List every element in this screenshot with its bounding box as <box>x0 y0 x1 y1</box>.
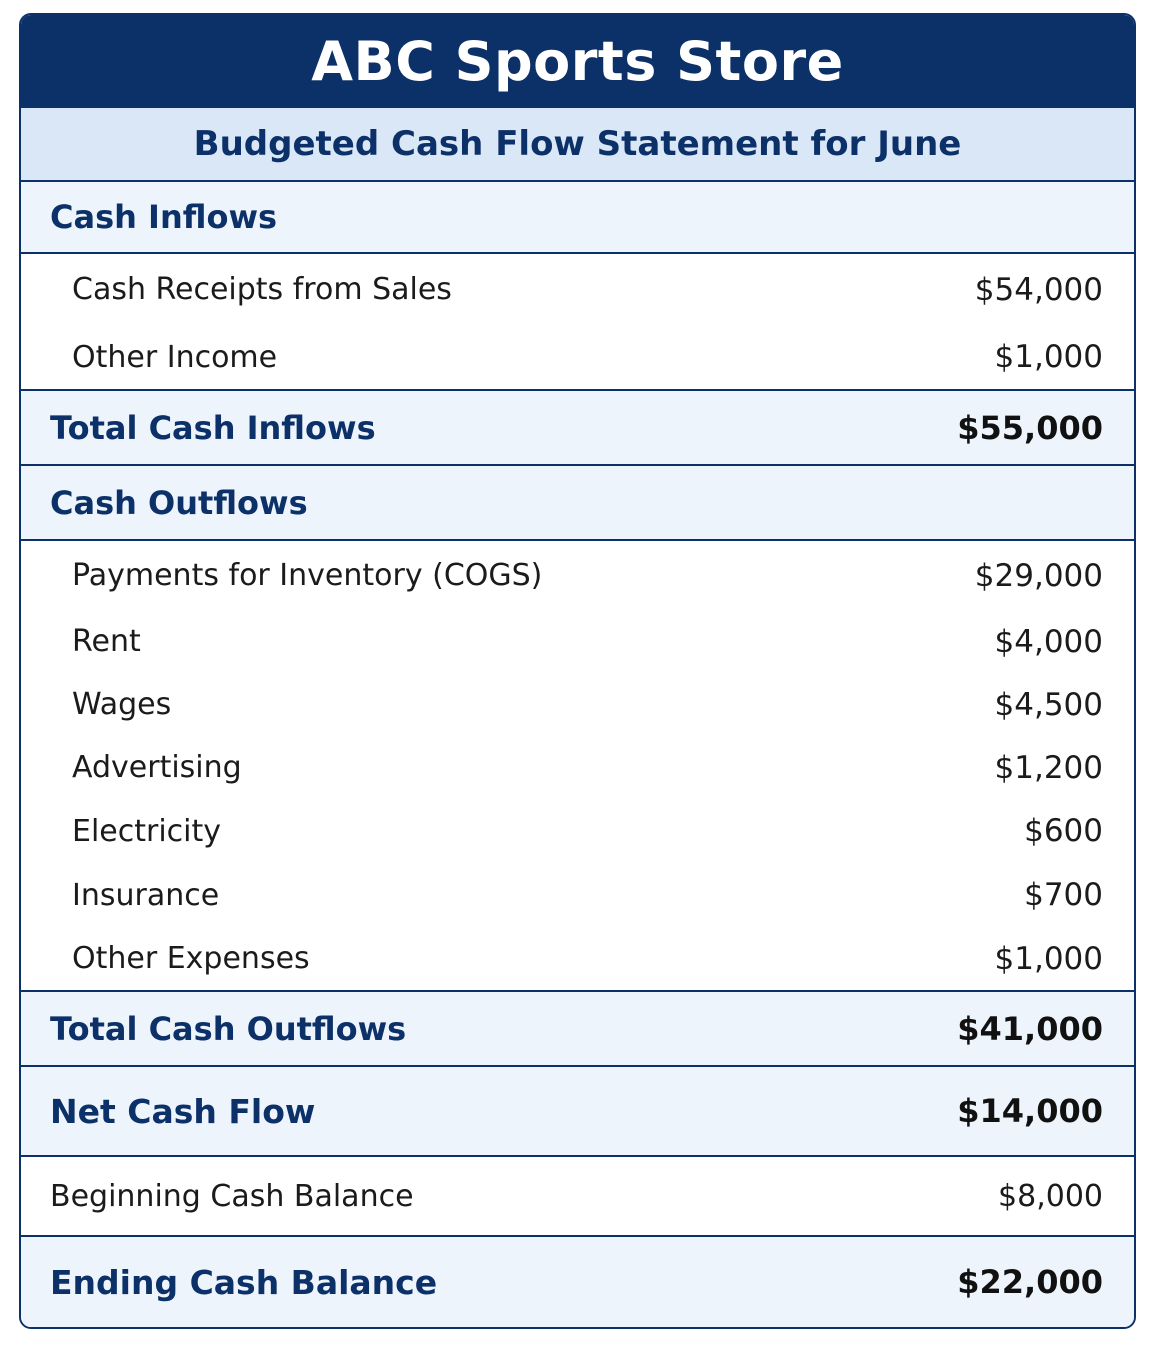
inflow-row-other-income <box>21 325 1134 389</box>
outflow-row-electricity <box>21 799 1134 863</box>
ending-cash-balance-row <box>21 1235 1134 1327</box>
outflow-amount: $29,000 <box>974 557 1103 594</box>
total-cash-inflows-row <box>21 389 1134 466</box>
inflow-amount: $1,000 <box>994 339 1103 375</box>
outflow-amount: $1,200 <box>994 749 1103 786</box>
net-cash-flow-row <box>21 1067 1134 1157</box>
net-cash-flow-label: Net Cash Flow <box>50 1091 316 1131</box>
cash-inflows-heading-label: Cash Inflows <box>50 198 278 236</box>
cash-inflows-heading <box>21 182 1134 254</box>
net-cash-flow-amount: $14,000 <box>957 1092 1103 1130</box>
inflow-label: Cash Receipts from Sales <box>72 272 452 307</box>
cash-flow-statement-card <box>19 13 1136 1329</box>
outflow-amount: $600 <box>1024 813 1103 849</box>
outflow-row-rent <box>21 610 1134 673</box>
outflow-row-wages <box>21 673 1134 736</box>
outflow-label: Payments for Inventory (COGS) <box>72 558 543 593</box>
inflow-row-sales <box>21 254 1134 325</box>
outflow-label: Rent <box>72 624 141 659</box>
beginning-cash-balance-row <box>21 1157 1134 1235</box>
outflow-label: Insurance <box>72 877 220 913</box>
outflow-amount: $1,000 <box>994 940 1103 977</box>
total-cash-outflows-row <box>21 990 1134 1067</box>
cash-outflows-heading-label: Cash Outflows <box>50 483 308 522</box>
outflow-amount: $700 <box>1024 877 1103 913</box>
store-title: ABC Sports Store <box>21 15 1134 108</box>
total-cash-outflows-label: Total Cash Outflows <box>50 1009 407 1048</box>
total-cash-outflows-amount: $41,000 <box>957 1009 1103 1048</box>
outflow-row-inventory <box>21 541 1134 610</box>
total-cash-inflows-amount: $55,000 <box>957 408 1103 447</box>
ending-cash-balance-amount: $22,000 <box>957 1263 1103 1301</box>
inflow-label: Other Income <box>72 339 278 375</box>
outflow-amount: $4,000 <box>994 623 1103 660</box>
outflow-label: Electricity <box>72 813 222 849</box>
inflow-amount: $54,000 <box>974 271 1103 308</box>
outflow-row-other-expenses <box>21 927 1134 990</box>
outflow-label: Other Expenses <box>72 941 310 976</box>
cash-outflows-heading <box>21 466 1134 541</box>
beginning-cash-balance-amount: $8,000 <box>998 1178 1103 1214</box>
ending-cash-balance-label: Ending Cash Balance <box>50 1262 438 1302</box>
outflow-amount: $4,500 <box>994 686 1103 723</box>
outflow-row-insurance <box>21 863 1134 927</box>
total-cash-inflows-label: Total Cash Inflows <box>50 408 376 447</box>
statement-subtitle: Budgeted Cash Flow Statement for June <box>21 108 1134 182</box>
outflow-label: Advertising <box>72 750 242 785</box>
outflow-row-advertising <box>21 736 1134 799</box>
beginning-cash-balance-label: Beginning Cash Balance <box>50 1178 414 1214</box>
outflow-label: Wages <box>72 687 172 722</box>
